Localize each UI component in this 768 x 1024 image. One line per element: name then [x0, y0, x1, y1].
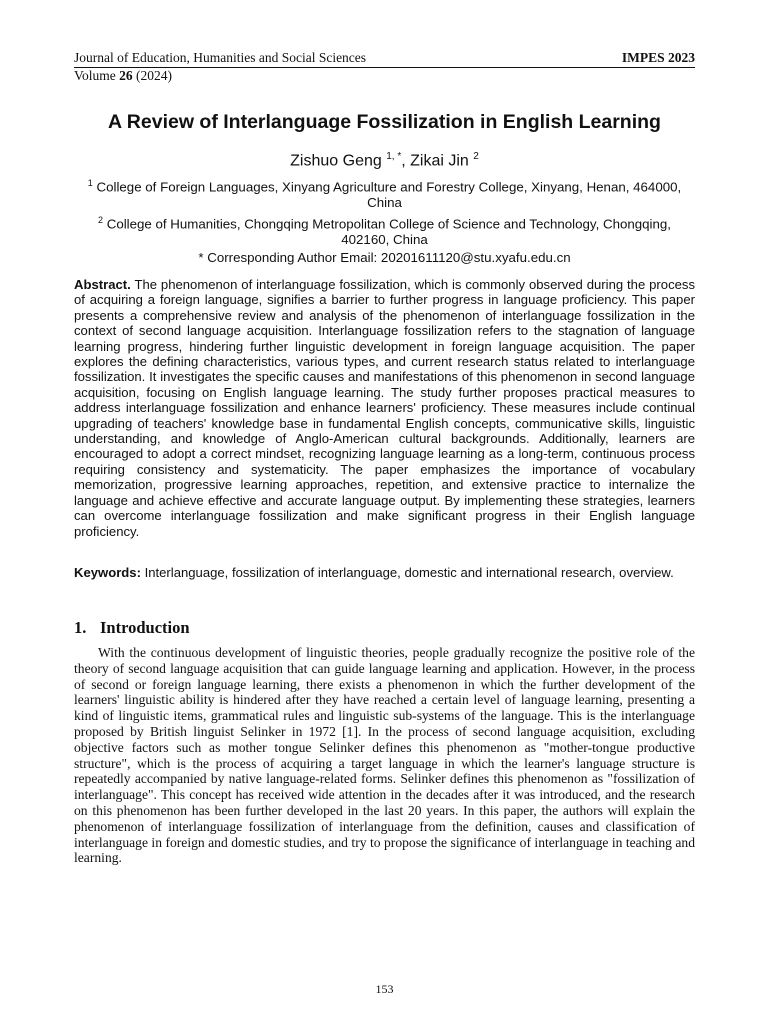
- section-number: 1.: [74, 618, 87, 637]
- paper-title: A Review of Interlanguage Fossilization in English Learning: [108, 111, 661, 133]
- journal-name: Journal of Education, Humanities and Social Sciences: [74, 50, 367, 65]
- abstract-text: The phenomenon of interlanguage fossilization, which is commonly observed during the process of acquiring a foreign language, signifies a barrier to further progress in language proficiency. This paper presents a comprehensive review and analysis of the phenomenon of interlanguage fossilization in the context of second language acquisition. Interlanguage fossilization refers to the stagnation of language learning progress, hindering further linguistic development in foreign language acquisition. The paper explores the defining characteristics, various types, and current research status related to interlanguage fossilization. It investigates the specific causes and manifestations of this phenomenon in second language acquisition, focusing on English language learning. The study further proposes practical measures to address interlanguage fossilization and enhance learners' proficiency. These measures include continual upgrading of teachers' knowledge base in fundamental English concepts, communicative skills, linguistic understanding, and knowledge of Anglo-American cultural backgrounds. Additionally, learners are encouraged to adopt a correct mindset, recognizing language learning as a long-term, continuous process requiring consistency and systematicity. The paper emphasizes the importance of vocabulary memorization, progressive learning approaches, repetition, and extensive practice to internalize the language and achieve effective and accurate language output. By implementing these strategies, learners can overcome interlanguage fossilization and make significant progress in their English language proficiency.: [74, 277, 696, 539]
- volume-number: 26: [119, 68, 133, 83]
- page-number: 153: [375, 982, 394, 996]
- author-separator: ,: [401, 152, 411, 170]
- affiliation-mark: 1: [87, 178, 93, 188]
- volume-label: Volume: [74, 68, 116, 83]
- affiliation-2: [74, 212, 695, 248]
- section-title: Introduction: [100, 618, 190, 637]
- conference-name: IMPES 2023: [621, 50, 695, 65]
- author-line: [74, 147, 695, 171]
- abstract-label: Abstract.: [74, 277, 131, 292]
- section-heading: [74, 618, 695, 638]
- abstract: [74, 277, 695, 539]
- introduction-paragraph: With the continuous development of linguistic theories, people gradually recognize the positive role of the theory of second language acquisition that can guide language learning and application. However, in the process of second or foreign language learning, there exists a phenomenon in which the further development of the learners' linguistic ability is hindered after they have reached a certain level of language learning, presenting a kind of linguistic items, grammatical rules and linguistic sub-systems of the language. This is the interlanguage proposed by British linguist Selinker in 1972 [1]. In the process of second language acquisition, excluding objective factors such as mother tongue Selinker defines this phenomenon as "mother-tongue productive structure", which is the process of acquiring a target language in which the learner's language structure is repeatedly accompanied by native language-related forms. Selinker defines this phenomenon as "fossilization of interlanguage". This concept has received wide attention in the decades after it was introduced, and the research on this phenomenon has been further developed in the last 20 years. In this paper, the authors will explain the phenomenon of interlanguage fossilization of interlanguage from the definition, causes and classification of interlanguage in foreign and domestic studies, and try to propose the significance of interlanguage in teaching and learning.: [74, 645, 695, 866]
- volume-line: [74, 68, 172, 84]
- author-name: Zishuo Geng: [290, 152, 382, 170]
- author-affiliation-mark: 1, *: [386, 151, 402, 162]
- affiliation-text: College of Humanities, Chongqing Metropolitan College of Science and Technology, Chongqing, 402160, China: [106, 216, 671, 248]
- affiliation-1: [74, 175, 695, 211]
- keywords-label: Keywords:: [74, 565, 141, 580]
- running-head: [74, 50, 695, 83]
- keywords: [74, 565, 695, 580]
- author-affiliation-mark: 2: [473, 151, 479, 162]
- corresponding-author: * Corresponding Author Email: 20201611120@stu.xyafu.edu.cn: [198, 250, 571, 265]
- affiliation-text: College of Foreign Languages, Xinyang Agriculture and Forestry College, Xinyang, Henan, 464000, China: [96, 179, 682, 211]
- paper-page: [74, 0, 695, 1024]
- affiliation-mark: 2: [98, 215, 104, 225]
- volume-year: (2024): [136, 68, 173, 83]
- author-name: Zikai Jin: [410, 152, 469, 170]
- keywords-text: Interlanguage, fossilization of interlanguage, domestic and international research, overview.: [144, 565, 674, 580]
